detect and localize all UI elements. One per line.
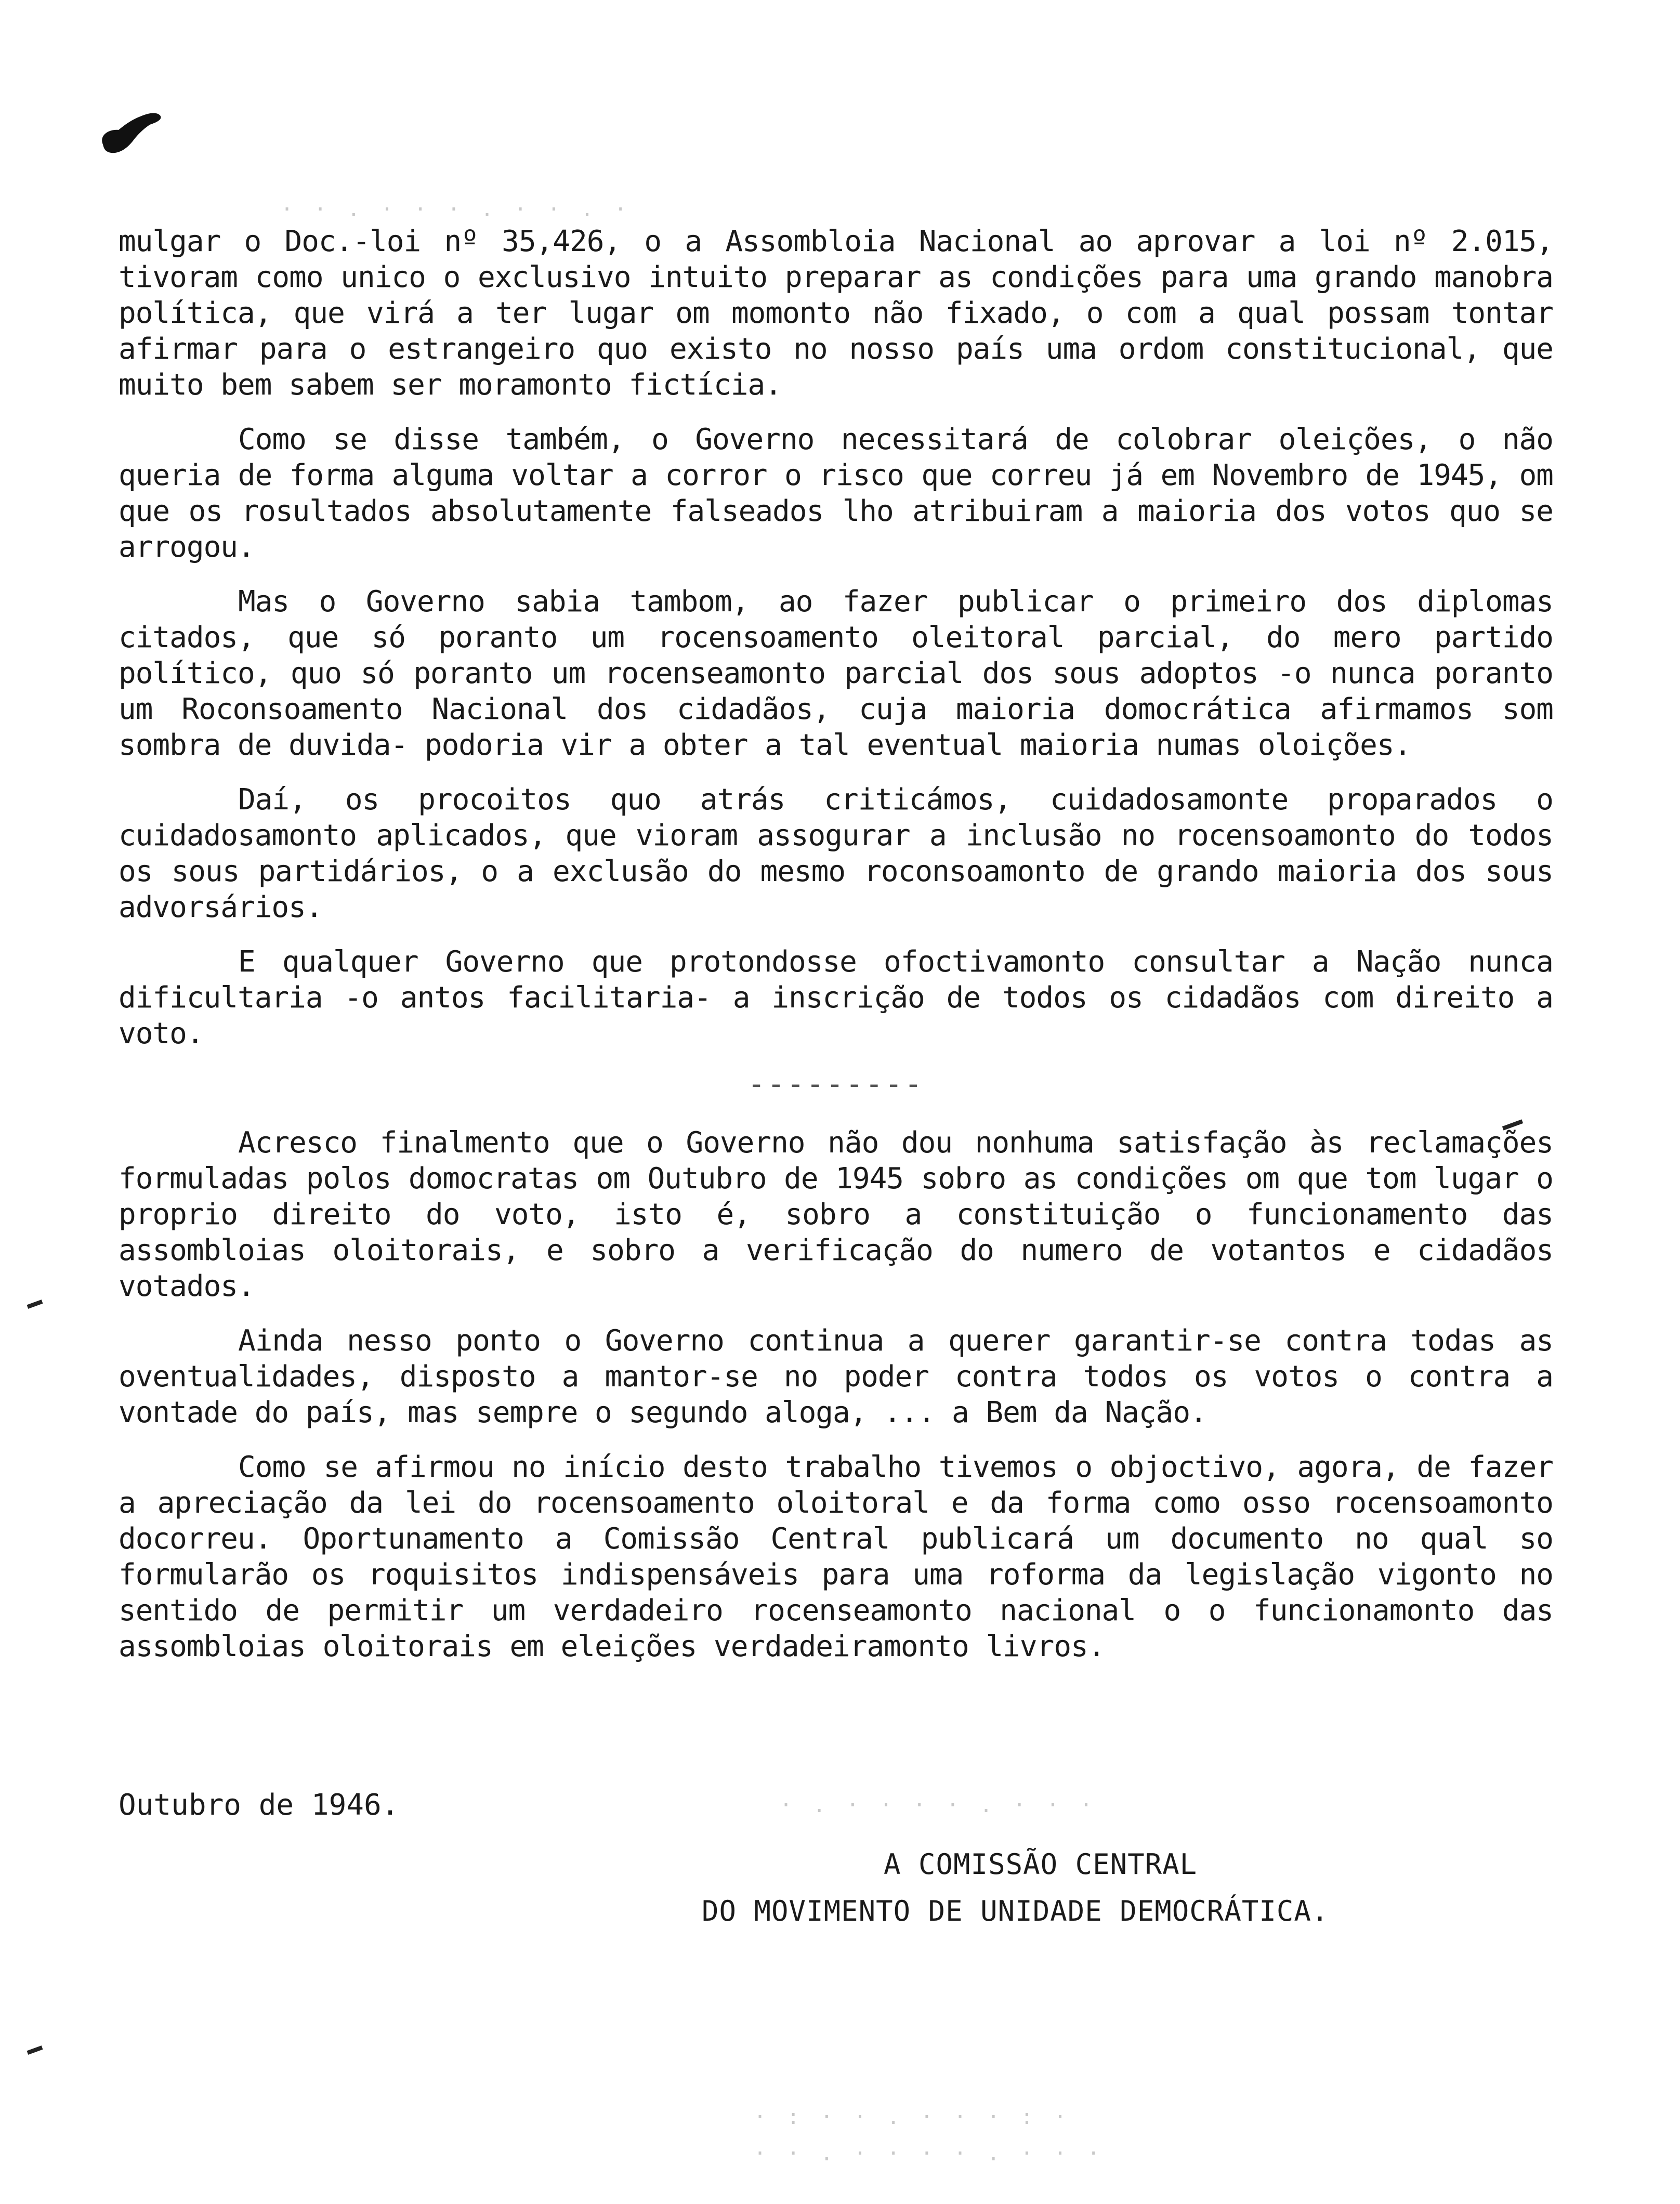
paragraph-3: Mas o Governo sabia tambom, ao fazer publicar o primeiro dos diplomas citados, que só poranto um rocensoamento oleitoral parcial, do mero partido político, quo só poranto um rocenseamonto parcial dos sous adoptos -o nunca poranto um Roconsoamento Nacional dos cidadãos, cuja maioria domocrática afirmamos som sombra de duvida- podoria vir a obter a tal eventual maioria numas oloições.: [119, 585, 1553, 762]
print-noise-3: · · . · · · · . · · ·: [754, 2142, 1104, 2166]
section-separator: ---------: [747, 1067, 924, 1101]
letter-body: [119, 224, 1553, 1683]
margin-mark-1: [27, 1300, 43, 1309]
paragraph-5: E qualquer Governo que protondosse ofoctivamonto consultar a Nação nunca dificultaria -o antos facilitaria- a inscrição de todos os cidadãos com direito a voto.: [119, 945, 1553, 1051]
print-noise-2: · : · · . · · · : ·: [754, 2105, 1071, 2129]
paragraph-6: Acresco finalmento que o Governo não dou nonhuma satisfação às reclamações formuladas polos domocratas om Outubro de 1945 sobro as condições om que tom lugar o proprio direito do voto, isto é, sobro a constituição o funcionamento das assombloias oloitorais, e sobro a verificação do numero de votantos e cidadãos votados.: [119, 1126, 1553, 1303]
print-noise-1: · · . · · · . · · . ·: [281, 198, 631, 221]
paragraph-1: mulgar o Doc.-loi nº 35,426, o a Assombloia Nacional ao aprovar a loi nº 2.015, tivoram como unico o exclusivo intuito preparar as condições para uma grando manobra política, que virá a ter lugar om momonto não fixado, o com a qual possam tontar afirmar para o estrangeiro quo existo no nosso país uma ordom constitucional, que muito bem sabem ser moramonto fictícia.: [119, 225, 1553, 402]
paragraph-2: Como se disse também, o Governo necessitará de colobrar oleições, o não queria de forma alguma voltar a corror o risco que correu já em Novembro de 1945, om que os rosultados absolutamente falseados lho atribuiram a maioria dos votos quo se arrogou.: [119, 423, 1553, 564]
paragraph-8: Como se afirmou no início desto trabalho tivemos o objoctivo, agora, de fazer a apreciação da lei do rocensoamento oloitoral e da forma como osso rocensoamonto docorreu. Oportunamento a Comissão Central publicará um documento no qual so formularão os roquisitos indispensáveis para uma roforma da legislação vigonto no sentido de permitir um verdadeiro rocenseamonto nacional o o funcionamonto das assombloias oloitorais em eleições verdadeiramonto livros.: [119, 1450, 1553, 1663]
document-date: Outubro de 1946.: [119, 1788, 399, 1822]
ink-blot-mark: [94, 104, 166, 161]
signature-line-2: DO MOVIMENTO DE UNIDADE DEMOCRÁTICA.: [702, 1895, 1329, 1927]
margin-mark-2: [27, 2045, 43, 2055]
paragraph-7: Ainda nesso ponto o Governo continua a querer garantir-se contra todas as oventualidades, disposto a mantor-se no poder contra todos os votos o contra a vontade do país, mas sempre o segundo aloga, ... a Bem da Nação.: [119, 1324, 1553, 1429]
paragraph-4: Daí, os procoitos quo atrás criticámos, cuidadosamonte proparados o cuidadosamonto aplicados, que vioram assogurar a inclusão no rocensoamonto do todos os sous partidários, o a exclusão do mesmo roconsoamonto de grando maioria dos sous advorsários.: [119, 783, 1553, 924]
signature-line-1: A COMISSÃO CENTRAL: [884, 1848, 1198, 1881]
print-noise-4: · . · · · · . · · ·: [780, 1793, 1097, 1817]
